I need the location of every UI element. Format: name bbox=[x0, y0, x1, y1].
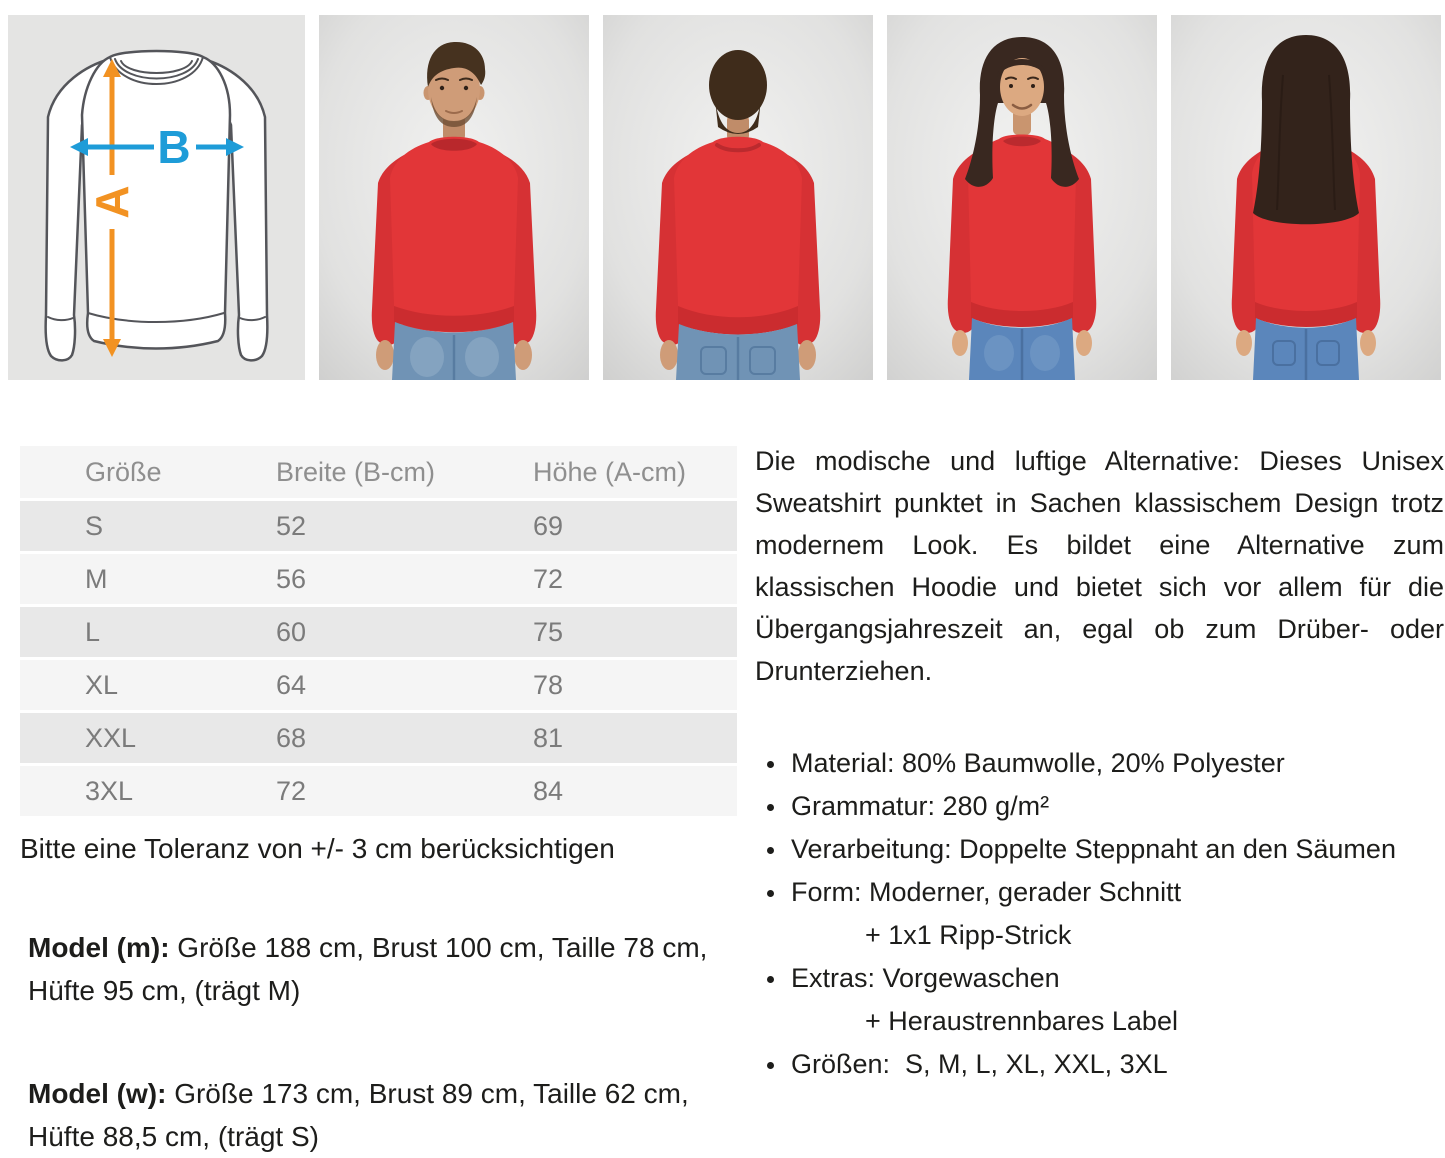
table-row bbox=[20, 554, 737, 604]
model-w-info bbox=[28, 1072, 718, 1158]
table-cell: 68 bbox=[275, 713, 532, 763]
bullet-icon bbox=[767, 804, 774, 811]
model-w-label: Model (w): bbox=[28, 1078, 167, 1109]
feature-text: Größen: S, M, L, XL, XXL, 3XL bbox=[791, 1049, 1168, 1079]
feature-item bbox=[755, 1043, 1444, 1086]
bullet-icon bbox=[767, 847, 774, 854]
male-back-photo bbox=[603, 15, 873, 380]
female-back-photo bbox=[1171, 15, 1441, 380]
bullet-icon bbox=[767, 1062, 774, 1069]
table-cell: M bbox=[20, 554, 275, 604]
size-table-header-cell: Höhe (A-cm) bbox=[532, 446, 737, 498]
table-cell: 64 bbox=[275, 660, 532, 710]
product-images-row bbox=[8, 15, 1441, 380]
size-info-column bbox=[20, 443, 737, 1158]
diagram-label-b: B bbox=[157, 121, 191, 173]
female-front-photo bbox=[887, 15, 1157, 380]
bullet-icon bbox=[767, 976, 774, 983]
size-table bbox=[20, 443, 737, 819]
feature-text: Verarbeitung: Doppelte Steppnaht an den Säumen bbox=[791, 834, 1396, 864]
table-cell: 84 bbox=[532, 766, 737, 816]
table-row bbox=[20, 660, 737, 710]
table-cell: XL bbox=[20, 660, 275, 710]
table-cell: 81 bbox=[532, 713, 737, 763]
feature-item bbox=[755, 828, 1444, 871]
sweatshirt-measurement-diagram bbox=[8, 15, 305, 380]
table-cell: 78 bbox=[532, 660, 737, 710]
table-row bbox=[20, 766, 737, 816]
bullet-icon bbox=[767, 761, 774, 768]
photo-male-front bbox=[319, 15, 589, 380]
table-cell: 3XL bbox=[20, 766, 275, 816]
table-cell: XXL bbox=[20, 713, 275, 763]
size-table-head bbox=[20, 446, 737, 498]
product-description: Die modische und luftige Alternative: Dieses Unisex Sweatshirt punktet in Sachen klassischem Design trotz modernem Look. Es bildet eine Alternative zum klassischen Hoodie und bietet sich vor allem für die Übergangsjahreszeit an, egal ob zum Drüber- oder Drunterziehen. bbox=[755, 446, 1444, 686]
table-cell: 69 bbox=[532, 501, 737, 551]
table-cell: 72 bbox=[275, 766, 532, 816]
table-cell: L bbox=[20, 607, 275, 657]
size-diagram-panel bbox=[8, 15, 305, 380]
model-m-text: Größe 188 cm, Brust 100 cm, Taille 78 cm, Hüfte 95 cm, (trägt M) bbox=[28, 932, 708, 1006]
tolerance-note: Bitte eine Toleranz von +/- 3 cm berücksichtigen bbox=[20, 833, 615, 864]
table-cell: 75 bbox=[532, 607, 737, 657]
feature-item bbox=[755, 871, 1444, 957]
description-column bbox=[755, 440, 1444, 1086]
table-row bbox=[20, 713, 737, 763]
feature-text: Grammatur: 280 g/m² bbox=[791, 791, 1050, 821]
feature-list bbox=[755, 742, 1444, 1086]
bullet-icon bbox=[767, 890, 774, 897]
table-cell: 72 bbox=[532, 554, 737, 604]
diagram-label-a: A bbox=[86, 185, 138, 219]
model-w-text: Größe 173 cm, Brust 89 cm, Taille 62 cm, Hüfte 88,5 cm, (trägt S) bbox=[28, 1078, 689, 1152]
photo-female-front bbox=[887, 15, 1157, 380]
model-m-label: Model (m): bbox=[28, 932, 170, 963]
feature-item bbox=[755, 785, 1444, 828]
feature-item bbox=[755, 957, 1444, 1043]
feature-continuation: + 1x1 Ripp-Strick bbox=[865, 920, 1072, 950]
table-row bbox=[20, 501, 737, 551]
feature-text: Form: Moderner, gerader Schnitt bbox=[791, 877, 1182, 907]
table-cell: S bbox=[20, 501, 275, 551]
feature-continuation: + Heraustrennbares Label bbox=[865, 1006, 1178, 1036]
size-table-body bbox=[20, 501, 737, 816]
feature-item bbox=[755, 742, 1444, 785]
photo-male-back bbox=[603, 15, 873, 380]
table-cell: 60 bbox=[275, 607, 532, 657]
male-front-photo bbox=[319, 15, 589, 380]
feature-text: Material: 80% Baumwolle, 20% Polyester bbox=[791, 748, 1285, 778]
table-cell: 56 bbox=[275, 554, 532, 604]
photo-female-back bbox=[1171, 15, 1441, 380]
feature-text: Extras: Vorgewaschen bbox=[791, 963, 1060, 993]
table-row bbox=[20, 607, 737, 657]
model-m-info bbox=[28, 926, 718, 1012]
size-table-header-cell: Breite (B-cm) bbox=[275, 446, 532, 498]
size-table-header-cell: Größe bbox=[20, 446, 275, 498]
size-table-header-row bbox=[20, 446, 737, 498]
table-cell: 52 bbox=[275, 501, 532, 551]
